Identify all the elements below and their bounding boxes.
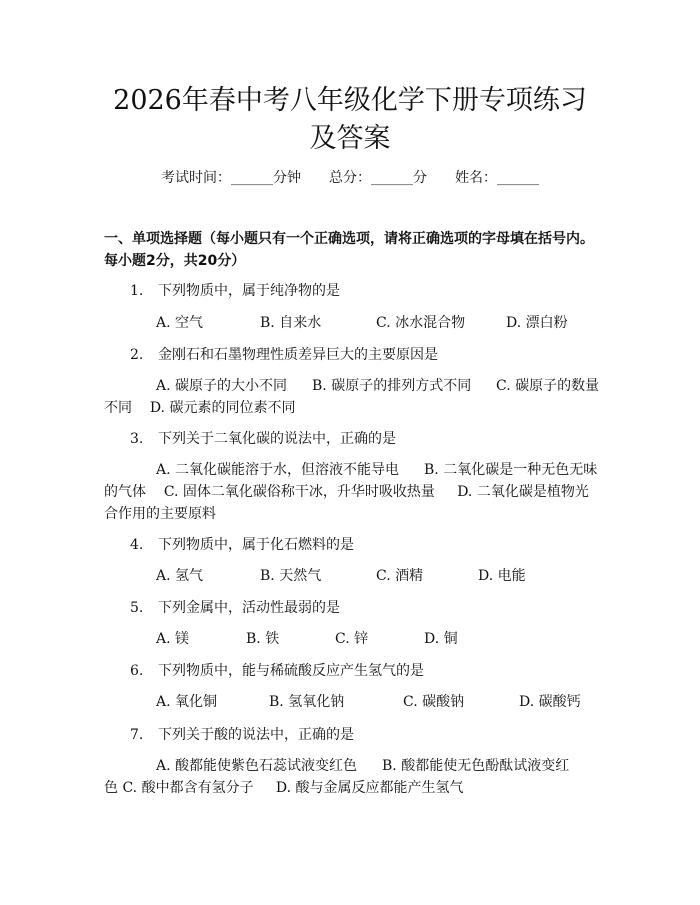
option-c: C. 碳酸钠: [403, 694, 465, 710]
question-options: [104, 565, 602, 587]
option-c: C. 冰水混合物: [376, 315, 466, 331]
option-a: A. 镁: [156, 631, 190, 647]
option-d: D. 漂白粉: [506, 315, 568, 331]
option-b: B. 酸都能使无色酚酞试液变红色: [104, 758, 570, 796]
option-a: A. 氧化铜: [156, 694, 218, 710]
student-name-field: 姓名：______: [455, 170, 539, 186]
question-stem: [130, 535, 600, 555]
question-text: 下列关于二氧化碳的说法中，正确的是: [158, 431, 396, 447]
option-b: B. 二氧化碳是一种无色无味的气体: [104, 462, 598, 500]
exam-info-line: [0, 168, 700, 188]
question-stem: [130, 725, 600, 745]
option-c: C. 锌: [335, 631, 369, 647]
option-b: B. 铁: [246, 631, 280, 647]
question-options: [104, 628, 602, 650]
question-text: 下列物质中，属于纯净物的是: [158, 283, 340, 299]
option-a: A. 氢气: [156, 568, 204, 584]
option-b: B. 天然气: [260, 568, 322, 584]
option-d: D. 铜: [424, 631, 458, 647]
question-text: 下列金属中，活动性最弱的是: [158, 600, 340, 616]
option-c: C. 酒精: [376, 568, 424, 584]
question-number: 5.: [130, 600, 144, 616]
question-text: 金刚石和石墨物理性质差异巨大的主要原因是: [158, 347, 438, 363]
question-options: [104, 312, 602, 334]
question-number: 1.: [130, 283, 144, 299]
question-number: 3.: [130, 431, 144, 447]
page-title: 2026年春中考八年级化学下册专项练习及答案: [113, 85, 587, 154]
question-stem: [130, 345, 600, 365]
question-stem: [130, 429, 600, 449]
option-a: A. 二氧化碳能溶于水，但溶液不能导电: [156, 462, 400, 478]
section-heading: 一、单项选择题（每小题只有一个正确选项，请将正确选项的字母填在括号内。每小题2分，共20分）: [104, 231, 594, 269]
question-text: 下列物质中，能与稀硫酸反应产生氢气的是: [158, 663, 424, 679]
question-options: [104, 691, 602, 713]
question-stem: [130, 281, 600, 301]
question-text: 下列物质中，属于化石燃料的是: [158, 537, 354, 553]
option-d: D. 碳元素的同位素不同: [149, 400, 296, 416]
option-d: D. 电能: [478, 568, 526, 584]
question-text: 下列关于酸的说法中，正确的是: [158, 727, 354, 743]
option-c: C. 酸中都含有氢分子: [122, 780, 254, 796]
option-a: A. 酸都能使紫色石蕊试液变红色: [156, 758, 358, 774]
option-b: B. 自来水: [260, 315, 322, 331]
option-b: B. 碳原子的排列方式不同: [312, 378, 472, 394]
question-options: [104, 459, 602, 525]
question-options: [104, 755, 602, 799]
question-options: [104, 375, 602, 419]
option-d: D. 二氧化碳是植物光合作用的主要原料: [104, 484, 589, 522]
option-d: D. 酸与金属反应都能产生氢气: [275, 780, 464, 796]
option-c: C. 固体二氧化碳俗称干冰，升华时吸收热量: [163, 484, 435, 500]
option-a: A. 碳原子的大小不同: [156, 378, 288, 394]
option-b: B. 氢氧化钠: [269, 694, 345, 710]
option-d: D. 碳酸钙: [519, 694, 581, 710]
total-score-field: 总分：______分: [329, 170, 427, 186]
option-c: C. 碳原子的数量不同: [104, 378, 600, 416]
question-stem: [130, 598, 600, 618]
question-number: 4.: [130, 537, 144, 553]
question-number: 6.: [130, 663, 144, 679]
question-number: 7.: [130, 727, 144, 743]
exam-time-field: 考试时间：______分钟: [161, 170, 301, 186]
question-number: 2.: [130, 347, 144, 363]
option-a: A. 空气: [156, 315, 204, 331]
question-stem: [130, 661, 600, 681]
